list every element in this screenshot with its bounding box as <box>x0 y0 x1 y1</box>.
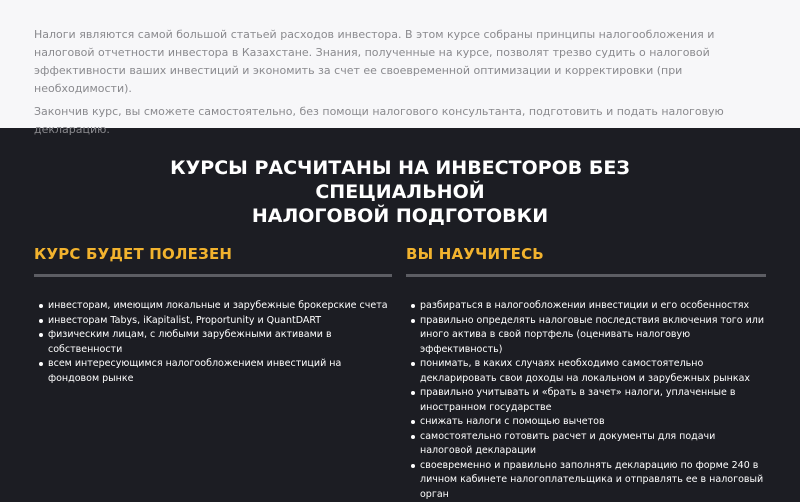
list-item: самостоятельно готовить расчет и документы для подачи налоговой декларации <box>420 430 766 459</box>
section-headline <box>90 156 710 228</box>
columns <box>0 245 800 502</box>
useful-divider <box>34 274 392 277</box>
intro-paragraph-conclusion: Закончив курс, вы сможете самостоятельно, без помощи налогового консультанта, подготовить и подать налоговую декларацию. <box>34 103 766 139</box>
learn-list <box>406 299 766 502</box>
list-item: правильно определять налоговые последствия включения того или иного актива в свой портфель (оценивать налоговую эффективность) <box>420 314 766 358</box>
list-item: снижать налоги с помощью вычетов <box>420 415 766 430</box>
list-item: инвесторам, имеющим локальные и зарубежные брокерские счета <box>48 299 392 314</box>
list-item: всем интересующимся налогообложением инвестиций на фондовом рынке <box>48 357 392 386</box>
intro-paragraph: Налоги являются самой большой статьей расходов инвестора. В этом курсе собраны принципы налогообложения и налоговой отчетности инвестора в Казахстане. Знания, полученные на курсе, позволят трезво судить о налоговой эффективности ваших инвестиций и экономить за счет ее своевременной оптимизации и корректировки (при необходимости). <box>34 26 766 98</box>
useful-title: КУРС БУДЕТ ПОЛЕЗЕН <box>34 245 392 263</box>
headline-line-1: КУРСЫ РАСЧИТАНЫ НА ИНВЕСТОРОВ БЕЗ СПЕЦИАЛЬНОЙ <box>170 157 630 203</box>
learn-divider <box>406 274 766 277</box>
list-item: своевременно и правильно заполнять декларацию по форме 240 в личном кабинете налогоплательщика и отправлять ее в налоговый орган <box>420 459 766 502</box>
list-item: разбираться в налогообложении инвестиции и его особенностях <box>420 299 766 314</box>
list-item: правильно учитывать и «брать в зачет» налоги, уплаченные в иностранном государстве <box>420 386 766 415</box>
list-item: физическим лицам, с любыми зарубежными активами в собственности <box>48 328 392 357</box>
learn-title: ВЫ НАУЧИТЕСЬ <box>406 245 766 263</box>
list-item: понимать, в каких случаях необходимо самостоятельно декларировать свои доходы на локальном и зарубежных рынках <box>420 357 766 386</box>
list-item: инвесторам Tabys, iKapitalist, Proportunity и QuantDART <box>48 314 392 329</box>
useful-column <box>34 245 392 502</box>
learn-column <box>406 245 766 502</box>
useful-list <box>34 299 392 386</box>
audience-section <box>0 128 800 450</box>
course-intro <box>0 0 800 128</box>
headline-line-2: НАЛОГОВОЙ ПОДГОТОВКИ <box>252 205 548 227</box>
